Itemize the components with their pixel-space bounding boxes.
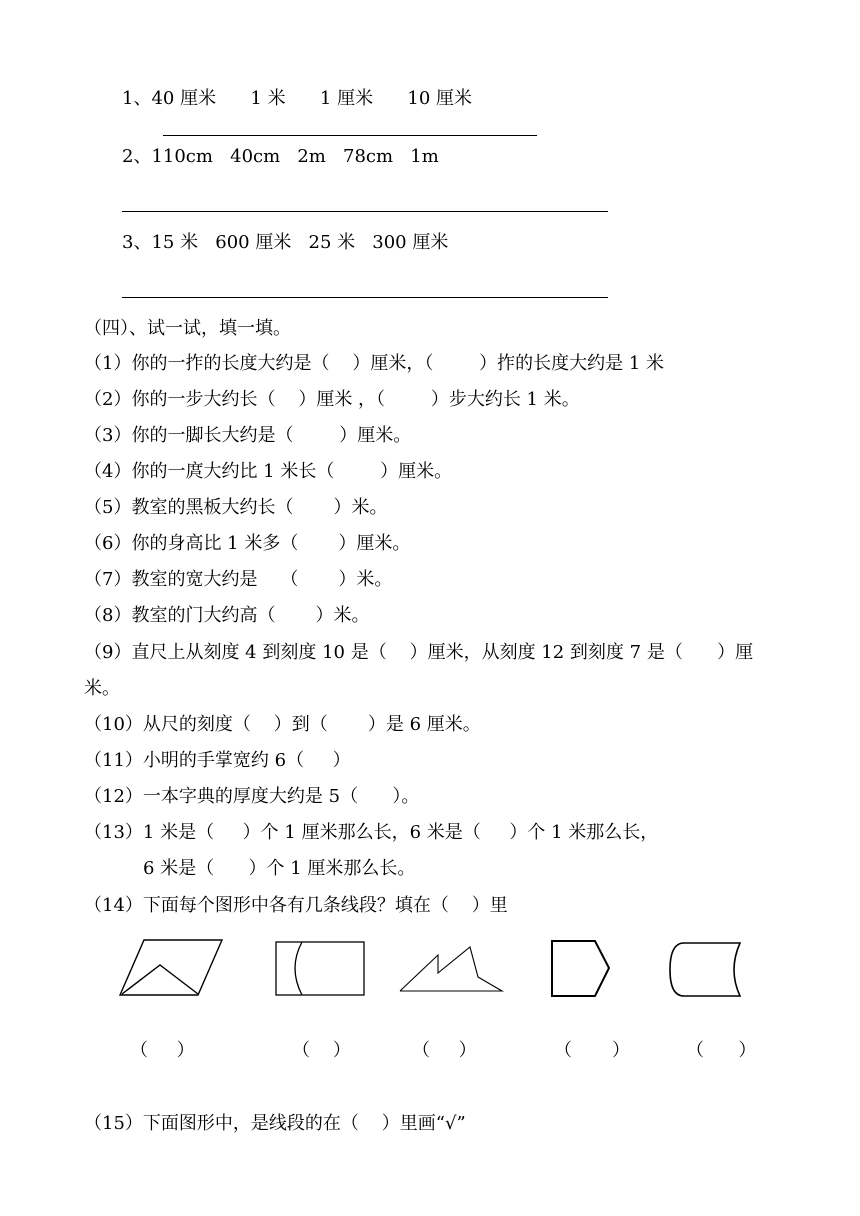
question-9: （9）直尺上从刻度 4 到刻度 10 是（ ）厘米，从刻度 12 到刻度 7 是（ ）厘	[84, 642, 754, 663]
question-7: （7）教室的宽大约是 （ ）米。	[84, 569, 393, 590]
ordering-item-2: 2、110cm 40cm 2m 78cm 1m	[122, 146, 439, 167]
answer-line-3	[122, 297, 608, 299]
answer-line-1	[163, 135, 537, 136]
ordering-item-3: 3、15 米 600 厘米 25 米 300 厘米	[122, 232, 449, 253]
section-heading: （四）、试一试，填一填。	[84, 318, 291, 339]
figure-answer-1: （ ）	[130, 1040, 195, 1061]
question-12: （12）一本字典的厚度大约是 5（ ）。	[84, 786, 420, 807]
question-13-cont: 6 米是（ ）个 1 厘米那么长。	[143, 858, 416, 879]
question-4: （4）你的一庹大约比 1 米长（ ）厘米。	[84, 461, 453, 482]
question-6: （6）你的身高比 1 米多（ ）厘米。	[84, 533, 411, 554]
pentagon-arrow-icon	[549, 938, 613, 1000]
figure-answer-3: （ ）	[412, 1040, 477, 1061]
question-11: （11）小明的手掌宽约 6（ ）	[84, 750, 351, 771]
question-15: （15）下面图形中，是线段的在（ ）里画“√”	[84, 1113, 466, 1134]
question-10: （10）从尺的刻度（ ）到（ ）是 6 厘米。	[84, 714, 481, 735]
question-14: （14）下面每个图形中各有几条线段？填在（ ）里	[84, 895, 508, 916]
question-5: （5）教室的黑板大约长（ ）米。	[84, 497, 388, 518]
figure-answer-2: （ ）	[292, 1040, 351, 1061]
figure-answer-5: （ ）	[686, 1040, 757, 1061]
question-1: （1）你的一拃的长度大约是（ ）厘米，（ ）拃的长度大约是 1 米	[84, 353, 665, 374]
zigzag-shape-icon	[398, 943, 506, 995]
question-3: （3）你的一脚长大约是（ ）厘米。	[84, 425, 412, 446]
rounded-cylinder-icon	[666, 940, 746, 1000]
rectangle-curve-icon	[274, 940, 368, 998]
question-2: （2）你的一步大约长（ ）厘米 ，（ ）步大约长 1 米。	[84, 389, 580, 410]
parallelogram-triangle-icon	[118, 938, 226, 998]
question-13: （13）1 米是（ ）个 1 厘米那么长，6 米是（ ）个 1 米那么长，	[84, 822, 659, 843]
answer-line-2	[122, 211, 608, 213]
ordering-item-1: 1、40 厘米 1 米 1 厘米 10 厘米	[122, 88, 473, 109]
figure-answer-4: （ ）	[554, 1040, 631, 1061]
question-9-cont: 米。	[84, 678, 120, 699]
question-8: （8）教室的门大约高（ ）米。	[84, 605, 370, 626]
